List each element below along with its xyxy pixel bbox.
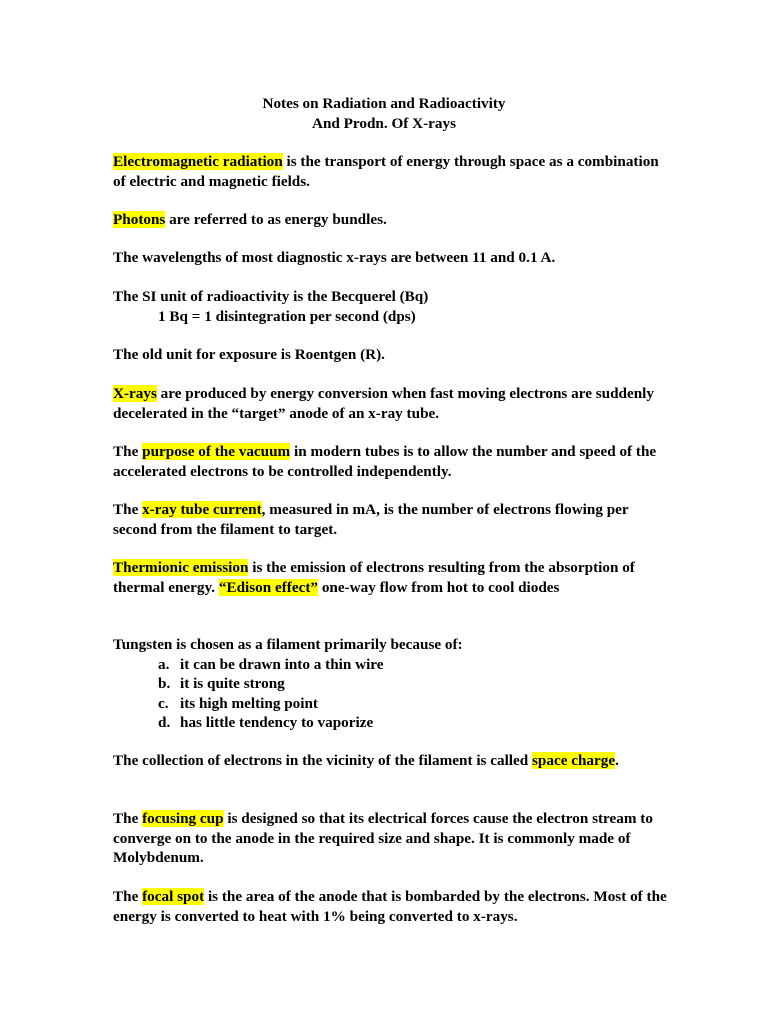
paragraph-si-unit bbox=[113, 287, 673, 326]
list-marker: a. bbox=[158, 655, 170, 673]
paragraph-x-rays bbox=[113, 384, 673, 423]
paragraph-text: are produced by energy conversion when fast moving electrons are suddenly decelerated in the “target” anode of an x-ray tube. bbox=[113, 385, 654, 422]
paragraph-photons bbox=[113, 210, 673, 230]
list-marker: c. bbox=[158, 694, 169, 712]
paragraph-text: is designed so that its electrical forces cause the electron stream to converge on to the anode in the required size and shape. It is commonly made of Molybdenum. bbox=[113, 810, 653, 867]
paragraph-text: The bbox=[113, 888, 143, 905]
document-title bbox=[0, 94, 768, 133]
paragraph-focusing-cup bbox=[113, 809, 673, 868]
title-line-2: And Prodn. Of X-rays bbox=[311, 114, 456, 132]
paragraph-tungsten bbox=[113, 635, 673, 733]
paragraph-focal-spot bbox=[113, 887, 673, 926]
title-line-1: Notes on Radiation and Radioactivity bbox=[262, 95, 506, 112]
tungsten-reasons-list bbox=[113, 655, 673, 733]
list-item bbox=[113, 694, 673, 714]
paragraph-text: in modern tubes is to allow the number and speed of the accelerated electrons to be controlled independently. bbox=[113, 443, 657, 480]
list-item-text: it is quite strong bbox=[180, 675, 285, 693]
highlighted-term: Electromagnetic radiation bbox=[113, 153, 283, 170]
highlighted-term: Photons bbox=[113, 211, 166, 228]
paragraph-text: one-way flow from hot to cool diodes bbox=[318, 578, 560, 596]
paragraph-line: The SI unit of radioactivity is the Becquerel (Bq) bbox=[113, 288, 429, 305]
paragraph-tube-current bbox=[113, 500, 673, 539]
paragraph-text: The bbox=[113, 443, 143, 460]
list-item-text: has little tendency to vaporize bbox=[180, 714, 374, 732]
paragraph-wavelengths: The wavelengths of most diagnostic x-rays are between 11 and 0.1 A. bbox=[113, 249, 556, 266]
paragraph-text: is the transport of energy through space as a combination of electric and magnetic fields. bbox=[113, 153, 659, 190]
paragraph-electromagnetic-radiation bbox=[113, 152, 673, 191]
highlighted-term: X-rays bbox=[113, 385, 157, 402]
highlighted-term: Thermionic emission bbox=[113, 559, 249, 576]
list-item-text: it can be drawn into a thin wire bbox=[180, 655, 384, 673]
paragraph-text: The bbox=[113, 501, 143, 518]
highlighted-term: focal spot bbox=[142, 888, 205, 905]
highlighted-term: x-ray tube current bbox=[142, 501, 262, 518]
highlighted-term: purpose of the vacuum bbox=[142, 443, 291, 460]
list-marker: b. bbox=[158, 675, 171, 693]
highlighted-term: “Edison effect” bbox=[218, 578, 319, 596]
paragraph-thermionic-emission bbox=[113, 558, 673, 597]
paragraph-text: The bbox=[113, 810, 143, 827]
paragraph-text: The collection of electrons in the vicinity of the filament is called bbox=[113, 752, 532, 769]
highlighted-term: space charge bbox=[532, 752, 616, 769]
list-item-text: its high melting point bbox=[180, 694, 318, 712]
paragraph-old-unit: The old unit for exposure is Roentgen (R). bbox=[113, 346, 385, 363]
paragraph-vacuum bbox=[113, 442, 673, 481]
list-item bbox=[113, 713, 673, 733]
paragraph-text: . bbox=[615, 752, 619, 769]
list-intro: Tungsten is chosen as a filament primarily because of: bbox=[113, 636, 463, 653]
paragraph-text: is the emission of electrons resulting from the absorption of thermal energy. bbox=[113, 559, 635, 596]
list-item bbox=[113, 674, 673, 694]
list-item bbox=[113, 655, 673, 675]
highlighted-term: focusing cup bbox=[142, 810, 224, 827]
paragraph-text: , measured in mA, is the number of electrons flowing per second from the filament to target. bbox=[113, 501, 629, 538]
paragraph-text: are referred to as energy bundles. bbox=[165, 211, 387, 228]
paragraph-space-charge bbox=[113, 751, 673, 771]
list-marker: d. bbox=[158, 714, 171, 732]
paragraph-text: is the area of the anode that is bombarded by the electrons. Most of the energy is converted to heat with 1% being converted to x-rays. bbox=[113, 888, 667, 925]
paragraph-indented-line: 1 Bq = 1 disintegration per second (dps) bbox=[158, 307, 416, 325]
